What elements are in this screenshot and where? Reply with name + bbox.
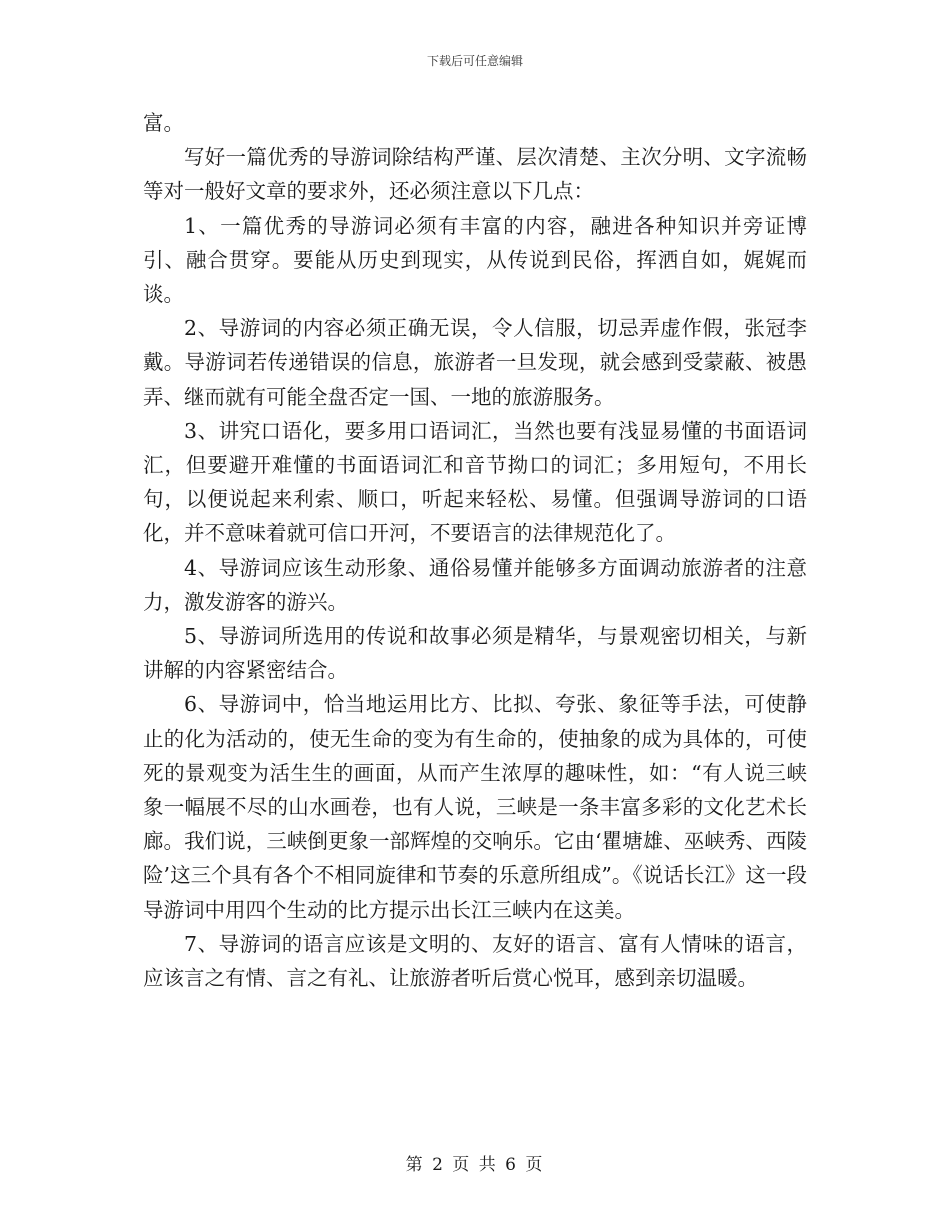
paragraph-point-3: 3、讲究口语化，要多用口语词汇，当然也要有浅显易懂的书面语词汇，但要避开难懂的书面语词汇和音节拗口的词汇；多用短句，不用长句，以便说起来利索、顺口，听起来轻松、易懂。但强调导游词的口语化，并不意味着就可信口开河，不要语言的法律规范化了。 [143, 418, 807, 546]
paragraph-point-6: 6、导游词中，恰当地运用比方、比拟、夸张、象征等手法，可使静止的化为活动的，使无生命的变为有生命的，使抽象的成为具体的，可使死的景观变为活生生的画面，从而产生浓厚的趣味性，如：“有人说三峡象一幅展不尽的山水画卷，也有人说，三峡是一条丰富多彩的文化艺术长廊。我们说，三峡倒更象一部辉煌的交响乐。它由‘瞿塘雄、巫峡秀、西陵险’这三个具有各个不相同旋律和节奏的乐意所组成”。《说话长江》这一段导游词中用四个生动的比方提示出长江三峡内在这美。 [143, 692, 807, 922]
paragraph-point-4: 4、导游词应该生动形象、通俗易懂并能够多方面调动旅游者的注意力，激发游客的游兴。 [143, 555, 807, 614]
paragraph-point-2: 2、导游词的内容必须正确无误，令人信服，切忌弄虚作假，张冠李戴。导游词若传递错误的信息，旅游者一旦发现，就会感到受蒙蔽、被愚弄、继而就有可能全盘否定一国、一地的旅游服务。 [143, 316, 807, 409]
paragraph-point-5: 5、导游词所选用的传说和故事必须是精华，与景观密切相关，与新讲解的内容紧密结合。 [143, 624, 807, 683]
paragraph-point-1: 1、一篇优秀的导游词必须有丰富的内容，融进各种知识并旁证博引、融合贯穿。要能从历史到现实，从传说到民俗，挥洒自如，娓娓而谈。 [143, 213, 807, 307]
document-body [143, 106, 807, 995]
paragraph-intro: 写好一篇优秀的导游词除结构严谨、层次清楚、主次分明、文字流畅等对一般好文章的要求外，还必须注意以下几点： [143, 145, 807, 204]
paragraph-continuation: 富。 [143, 111, 184, 135]
page-number: 第 2 页 共 6 页 [405, 1155, 545, 1175]
page-header: 下载后可任意编辑 [426, 54, 523, 68]
paragraph-point-7: 7、导游词的语言应该是文明的、友好的语言、富有人情味的语言，应该言之有情、言之有礼、让旅游者听后赏心悦耳，感到亲切温暖。 [143, 931, 807, 991]
